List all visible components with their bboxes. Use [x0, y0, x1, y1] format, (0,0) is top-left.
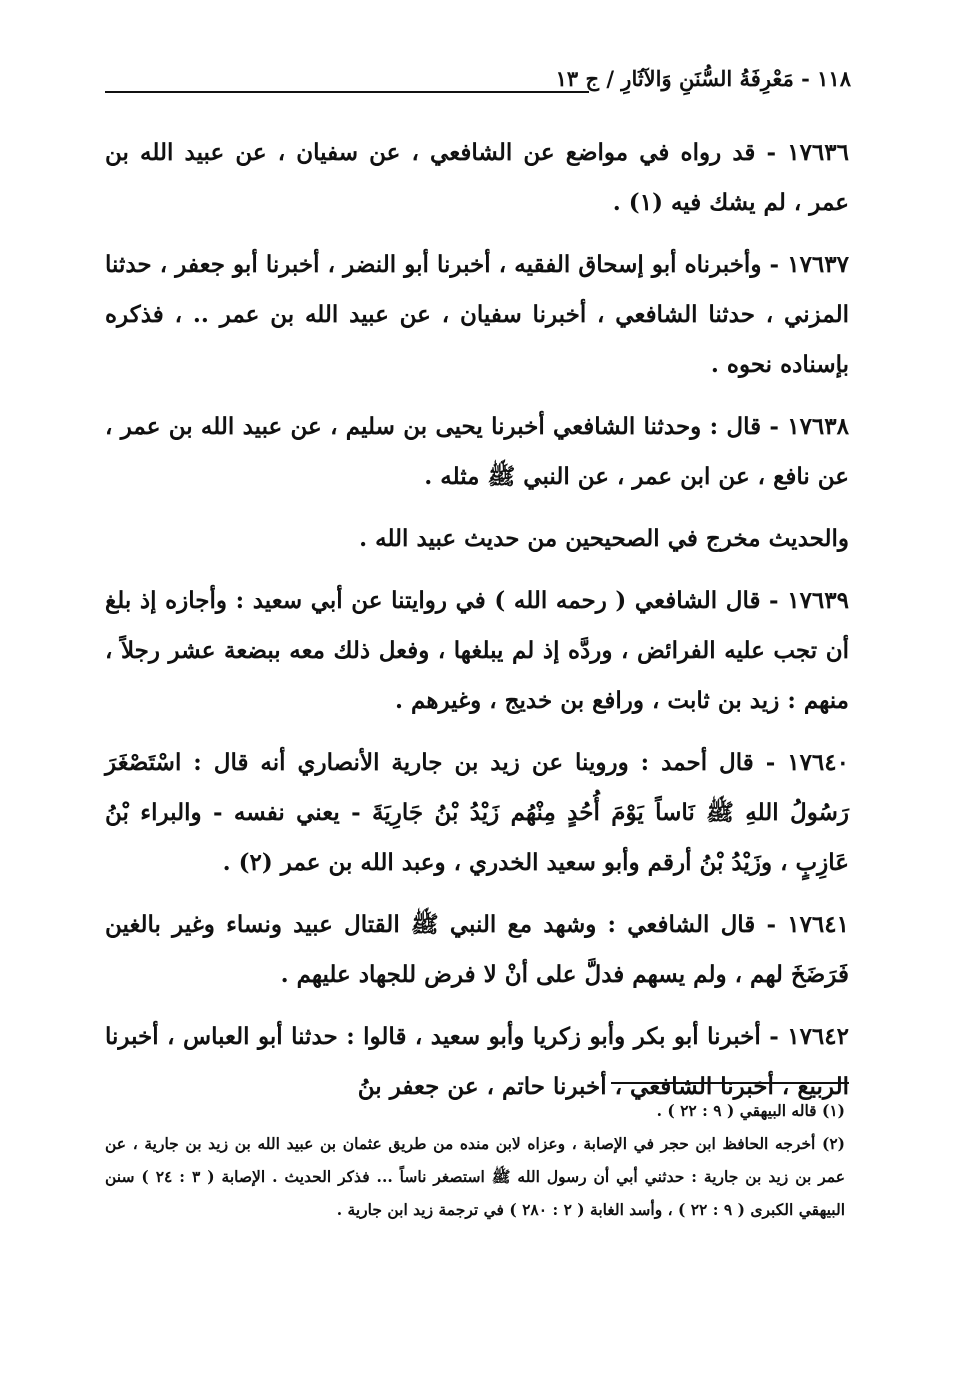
footnote-1: (١) قاله البيهقي ( ٩ : ٢٢ ) . [656, 1101, 845, 1120]
paragraph-17637: ١٧٦٣٧ - وأخبرناه أبو إسحاق الفقيه ، أخبرنا أبو النضر ، أخبرنا أبو جعفر ، حدثنا المزني ، حدثنا الشافعي ، أخبرنا سفيان ، عن عبيد الله بن عمر .. ، فذكره بإسناده نحوه . [105, 251, 849, 378]
paragraph-17640: ١٧٦٤٠ - قال أحمد : وروينا عن زيد بن جارية الأنصاري أنه قال : اسْتَصْغَرَ رَسُولُ اللهِ ﷺ نَاساً يَوْمَ أُحُدٍ مِنْهُم زَيْدُ بْنُ جَارِيَةَ - يعني نفسه - والبراء بْنُ عَازِبٍ ، وزَيْدُ بْنُ أرقم وأبو سعيد الخدري ، وعبد الله بن عمر (٢) . [105, 749, 849, 876]
footnote-rule [611, 1082, 849, 1084]
paragraph-17641: ١٧٦٤١ - قال الشافعي : وشهد مع النبي ﷺ القتال عبيد ونساء وغير بالغين فَرَضَخَ لهم ، ولم يسهم فدلَّ على أنْ لا فرض للجهاد عليهم . [105, 911, 849, 988]
running-header [105, 64, 851, 104]
paragraph-17639: ١٧٦٣٩ - قال الشافعي ( رحمه الله ) في روايتنا عن أبي سعيد : وأجازه إذ بلغ أن تجب عليه الفرائض ، وردَّه إذ لم يبلغها ، وفعل ذلك معه ببضعة عشر رجلاً ، منهم : زيد بن ثابت ، ورافع بن خديج ، وغيرهم . [105, 587, 849, 714]
paragraph-17636: ١٧٦٣٦ - قد رواه في مواضع عن الشافعي ، عن سفيان ، عن عبيد الله بن عمر ، لم يشك فيه (١) . [105, 139, 849, 216]
paragraph-note-sahihayn: والحديث مخرج في الصحيحين من حديث عبيد الله . [359, 525, 849, 552]
header-rule [105, 91, 589, 93]
footnote-2: (٢) أخرجه الحافظ ابن حجر في الإصابة ، وعزاه لابن منده من طريق عثمان بن عبيد الله بن زيد بن جارية ، عن عمر بن زيد بن جارية : حدثني أبي أن رسول الله ﷺ استصغر ناساً ... فذكر الحديث . الإصابة ( ٣ : ٢٤ ) سنن البيهقي الكبرى ( ٩ : ٢٢ ) ، وأسد الغابة ( ٢ : ٢٨٠ ) في ترجمة زيد ابن جارية . [105, 1134, 846, 1219]
footnotes [105, 1094, 845, 1226]
main-text [105, 128, 849, 1124]
paragraph-17642: ١٧٦٤٢ - أخبرنا أبو بكر وأبو زكريا وأبو سعيد ، قالوا : حدثنا أبو العباس ، أخبرنا الربيع ، أخبرنا الشافعي ، أخبرنا حاتم ، عن جعفر بنُ [105, 1023, 849, 1100]
header-title: ١١٨ - مَعْرِفَةُ السُّنَنِ وَالآثَارِ / ج ١٣ [555, 66, 851, 91]
paragraph-17638: ١٧٦٣٨ - قال : وحدثنا الشافعي أخبرنا يحيى بن سليم ، عن عبيد الله بن عمر ، عن نافع ، عن ابن عمر ، عن النبي ﷺ مثله . [105, 413, 849, 490]
